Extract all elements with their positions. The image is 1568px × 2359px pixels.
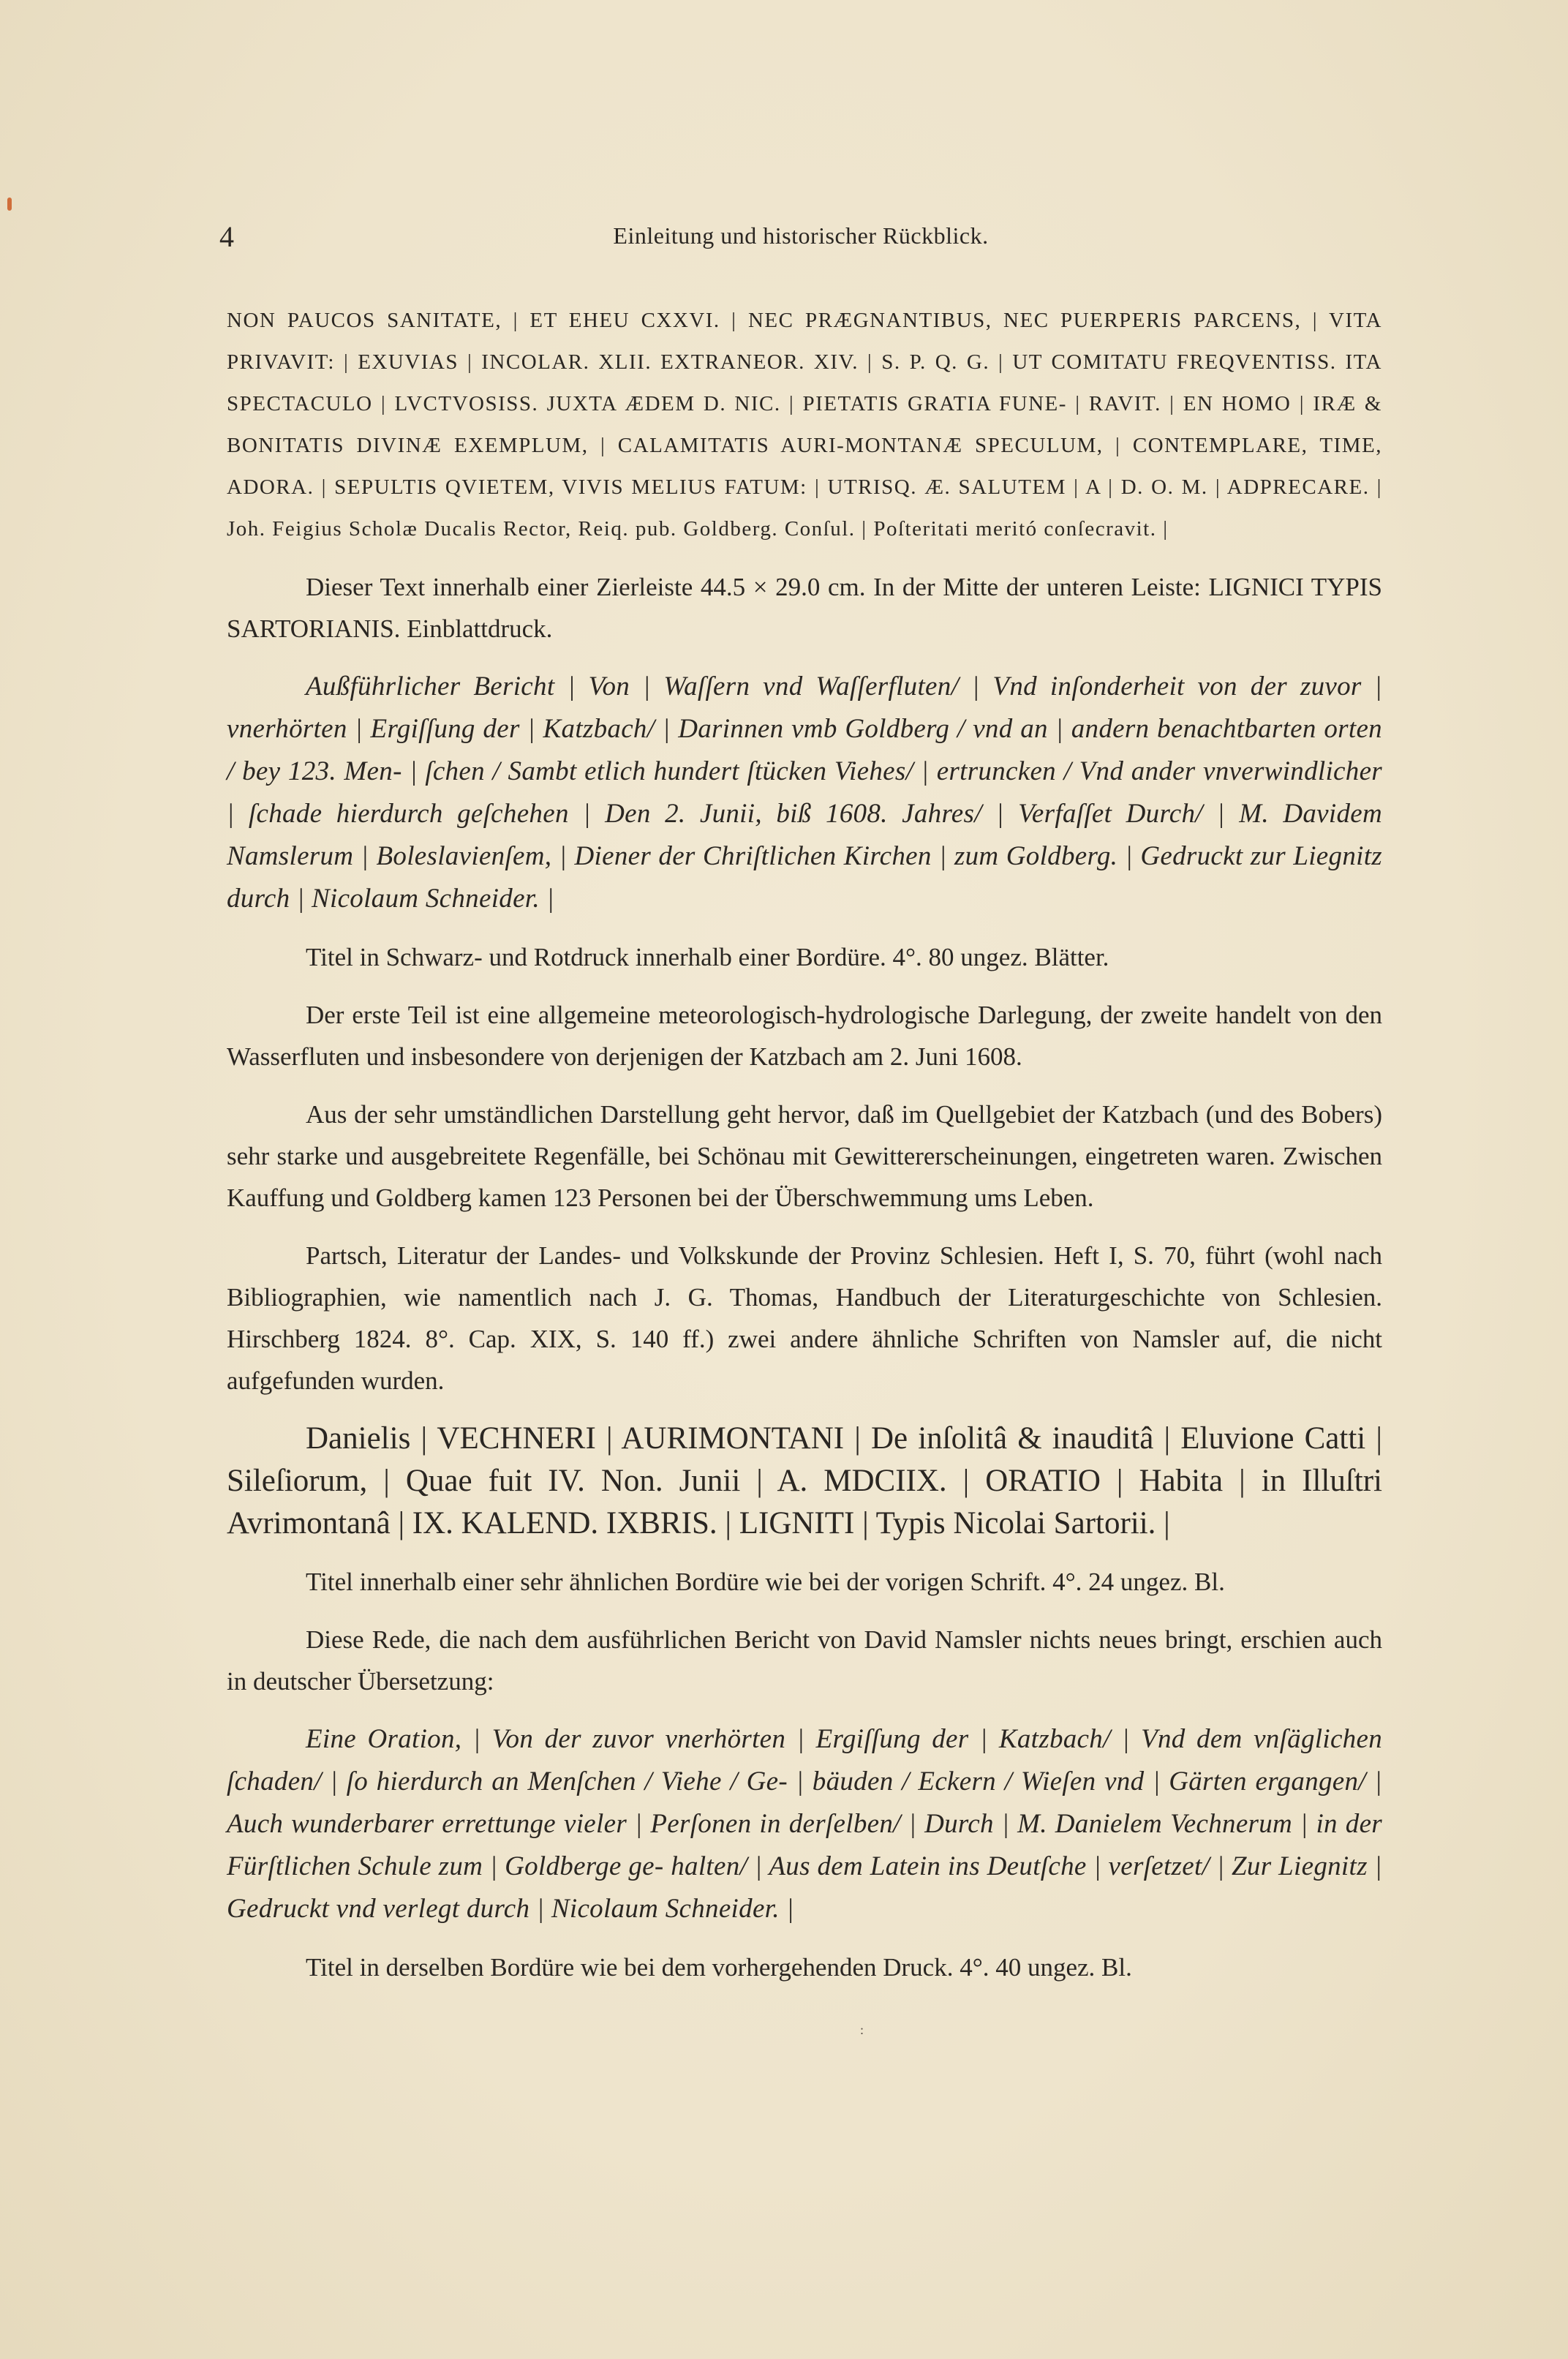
page-header — [219, 219, 1382, 263]
running-head: Einleitung und historischer Rückblick. — [613, 222, 989, 249]
note-paragraph: Dieser Text innerhalb einer Zierleiste 44.5 × 29.0 cm. In der Mitte der unteren Leiste: LIGNICI TYPIS SARTORIANIS. Einblattdruck. — [227, 573, 1382, 643]
bottom-mark: : — [860, 2023, 864, 2037]
body-paragraph: Diese Rede, die nach dem ausführlichen Bericht von David Namsler nichts neues bringt, erschien auch in deutscher Übersetzung: — [227, 1625, 1382, 1696]
page-body — [227, 300, 1382, 2004]
page-number: 4 — [219, 220, 234, 253]
note-paragraph: Titel in Schwarz- und Rotdruck innerhalb einer Bordüre. 4°. 80 ungez. Blätter. — [306, 943, 1109, 971]
page-edge-mark — [7, 197, 12, 211]
body-paragraph: Der erste Teil ist eine allgemeine meteorologisch-hydrologische Darlegung, der zweite handelt von den Wasserfluten und insbesondere von derjenigen der Katzbach am 2. Juni 1608. — [227, 1001, 1382, 1071]
body-paragraph: Partsch, Literatur der Landes- und Volkskunde der Provinz Schlesien. Heft I, S. 70, führt (wohl nach Bibliographien, wie namentlich nach J. G. Thomas, Handbuch der Literaturgeschichte von Schlesien. Hirschberg 1824. 8°. Cap. XIX, S. 140 ff.) zwei andere ähnliche Schriften von Namsler auf, die nicht aufgefunden wurden. — [227, 1241, 1382, 1395]
fraktur-title-paragraph: Eine Oration, | Von der zuvor vnerhörten | Ergiſſung der | Katzbach/ | Vnd dem vnſäglichen ſchaden/ | ſo hierdurch an Menſchen / Viehe / Ge- | bäuden / Eckern / Wieſen vnd | Gärten ergangen/ | Auch wunderbarer errettunge vieler | Perſonen in derſelben/ | Durch | M. Danielem Vechnerum | in der Fürſtlichen Schule zum | Goldberge ge- halten/ | Aus dem Latein ins Deutſche | verſetzet/ | Zur Liegnitz | Gedruckt vnd verlegt durch | Nicolaum Schneider. | — [227, 1724, 1382, 1924]
latin-title-paragraph: Danielis | VECHNERI | AURIMONTANI | De inſolitâ & inauditâ | Eluvione Catti | Sileſiorum, | Quae fuit IV. Non. Junii | A. MDCIIX. | ORATIO | Habita | in Illuſtri Avrimontanâ | IX. KALEND. IXBRIS. | LIGNITI | Typis Nicolai Sartorii. | — [227, 1421, 1382, 1540]
note-paragraph: Titel in derselben Bordüre wie bei dem vorhergehenden Druck. 4°. 40 ungez. Bl. — [306, 1953, 1132, 1982]
fraktur-title-paragraph: Außführlicher Bericht | Von | Waſſern vnd Waſſerfluten/ | Vnd inſonderheit von der zuvor | vnerhörten | Ergiſſung der | Katzbach/ | Darinnen vmb Goldberg / vnd an | andern benachtbarten orten / bey 123. Men- | ſchen / Sambt etlich hundert ſtücken Viehes/ | ertruncken / Vnd ander vnverwindlicher | ſchade hierdurch geſchehen | Den 2. Junii, biß 1608. Jahres/ | Verfaſſet Durch/ | M. Davidem Namslerum | Boleslavienſem, | Diener der Chriſtlichen Kirchen | zum Goldberg. | Gedruckt zur Liegnitz durch | Nicolaum Schneider. | — [227, 671, 1382, 914]
body-paragraph: Aus der sehr umständlichen Darstellung geht hervor, daß im Quellgebiet der Katzbach (und des Bobers) sehr starke und ausgebreitete Regenfälle, bei Schönau mit Gewittererscheinungen, eingetreten waren. Zwischen Kauffung und Goldberg kamen 123 Personen bei der Überschwemmung ums Leben. — [227, 1100, 1382, 1212]
note-paragraph: Titel innerhalb einer sehr ähnlichen Bordüre wie bei der vorigen Schrift. 4°. 24 ungez. Bl. — [306, 1568, 1225, 1596]
inscription-paragraph: NON PAUCOS SANITATE, | ET EHEU CXXVI. | NEC PRÆGNANTIBUS, NEC PUERPERIS PARCENS, | VITA PRIVAVIT: | EXUVIAS | INCOLAR. XLII. EXTRANEOR. XIV. | S. P. Q. G. | UT COMITATU FREQVENTISS. ITA SPECTACULO | LVCTVOSISS. JUXTA ÆDEM D. NIC. | PIETATIS GRATIA FUNE- | RAVIT. | EN HOMO | IRÆ & BONITATIS DIVINÆ EXEMPLUM, | CALAMITATIS AURI-MONTANÆ SPECULUM, | CONTEMPLARE, TIME, ADORA. | SEPULTIS QVIETEM, VIVIS MELIUS FATUM: | UTRISQ. Æ. SALUTEM | A | D. O. M. | ADPRECARE. | Joh. Feigius Scholæ Ducalis Rector, Reiq. pub. Goldberg. Conſul. | Poſteritati meritó conſecravit. | — [227, 309, 1382, 541]
